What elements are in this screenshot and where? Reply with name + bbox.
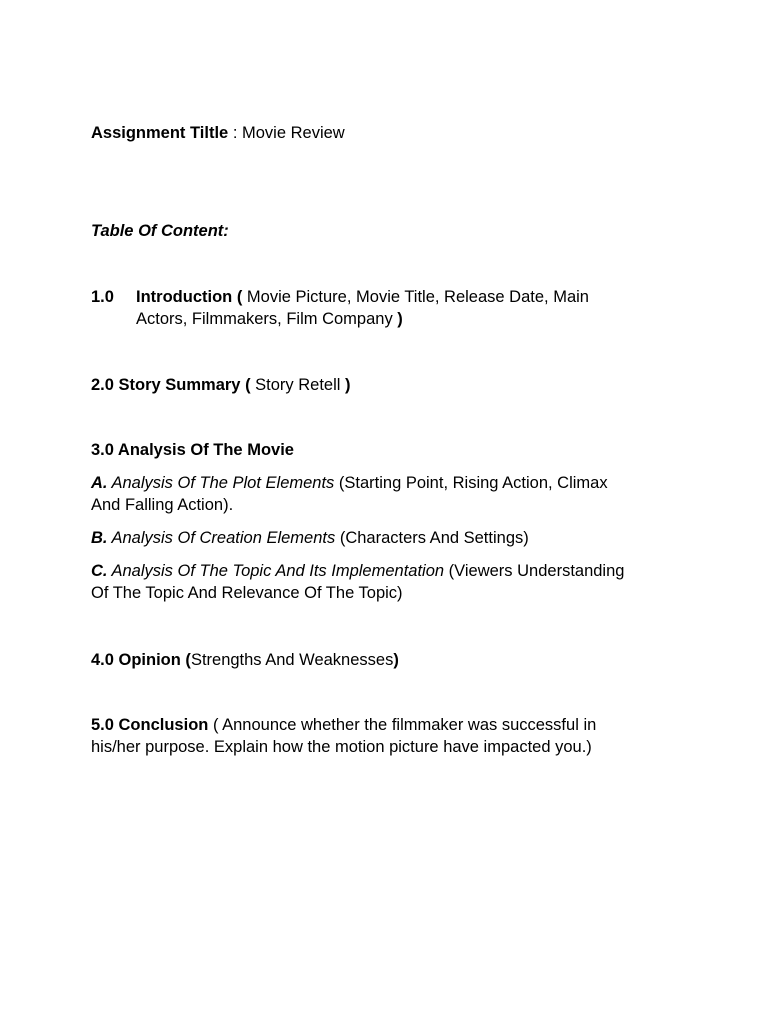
section-opinion [91, 649, 691, 671]
analysis-item-b [91, 527, 691, 549]
section-intro-line2 [136, 308, 696, 330]
section-intro-line1 [136, 286, 696, 308]
section-intro-desc-line1: Movie Picture, Movie Title, Release Date, Main [246, 288, 589, 306]
analysis-item-b-desc: (Characters And Settings) [335, 529, 529, 547]
section-conclusion [91, 714, 691, 758]
section-intro-title: Introduction [136, 288, 233, 306]
analysis-item-c [91, 560, 691, 604]
analysis-item-a-line1 [91, 472, 691, 494]
assignment-title-value: Movie Review [242, 124, 345, 142]
section-intro-open-paren: ( [232, 288, 247, 306]
section-intro-desc-line2: Actors, Filmmakers, Film Company [136, 310, 393, 328]
analysis-item-c-desc-line1: (Viewers Understanding [444, 562, 625, 580]
section-conclusion-title: 5.0 Conclusion [91, 716, 209, 734]
section-conclusion-line1 [91, 714, 691, 736]
section-story-title: 2.0 Story Summary [91, 376, 241, 394]
section-intro-close-paren: ) [392, 310, 403, 328]
section-conclusion-desc-line1: ( Announce whether the filmmaker was successful in [208, 716, 597, 734]
analysis-item-c-name: Analysis Of The Topic And Its Implementation [107, 562, 445, 580]
analysis-item-b-letter: B. [91, 529, 108, 547]
section-opinion-close-paren: ) [393, 651, 399, 669]
section-opinion-title: 4.0 Opinion [91, 651, 181, 669]
section-story-desc: Story Retell [255, 376, 341, 394]
analysis-item-a-name: Analysis Of The Plot Elements [107, 474, 335, 492]
analysis-item-b-name: Analysis Of Creation Elements [107, 529, 336, 547]
analysis-item-a-letter: A. [91, 474, 108, 492]
analysis-item-a-desc-line2: And Falling Action). [91, 496, 234, 514]
assignment-title-label: Assignment Tiltle [91, 124, 229, 142]
section-number-intro: 1.0 [91, 288, 114, 306]
analysis-item-c-line1 [91, 560, 691, 582]
section-analysis-title: 3.0 Analysis Of The Movie [91, 441, 294, 459]
section-story-close-paren: ) [340, 376, 351, 394]
section-story-open-paren: ( [240, 376, 256, 394]
section-intro [136, 286, 696, 330]
section-opinion-open-paren: ( [180, 651, 191, 669]
assignment-title-separator: : [228, 124, 242, 142]
analysis-item-c-desc-line2: Of The Topic And Relevance Of The Topic) [91, 584, 403, 602]
analysis-item-a [91, 472, 691, 516]
toc-heading: Table Of Content: [91, 222, 229, 240]
section-opinion-desc: Strengths And Weaknesses [190, 651, 394, 669]
section-story-summary [91, 374, 691, 396]
assignment-title-line [91, 122, 691, 144]
analysis-item-a-desc-line1: (Starting Point, Rising Action, Climax [334, 474, 608, 492]
analysis-item-c-letter: C. [91, 562, 108, 580]
section-conclusion-desc-line2: his/her purpose. Explain how the motion picture have impacted you.) [91, 738, 592, 756]
